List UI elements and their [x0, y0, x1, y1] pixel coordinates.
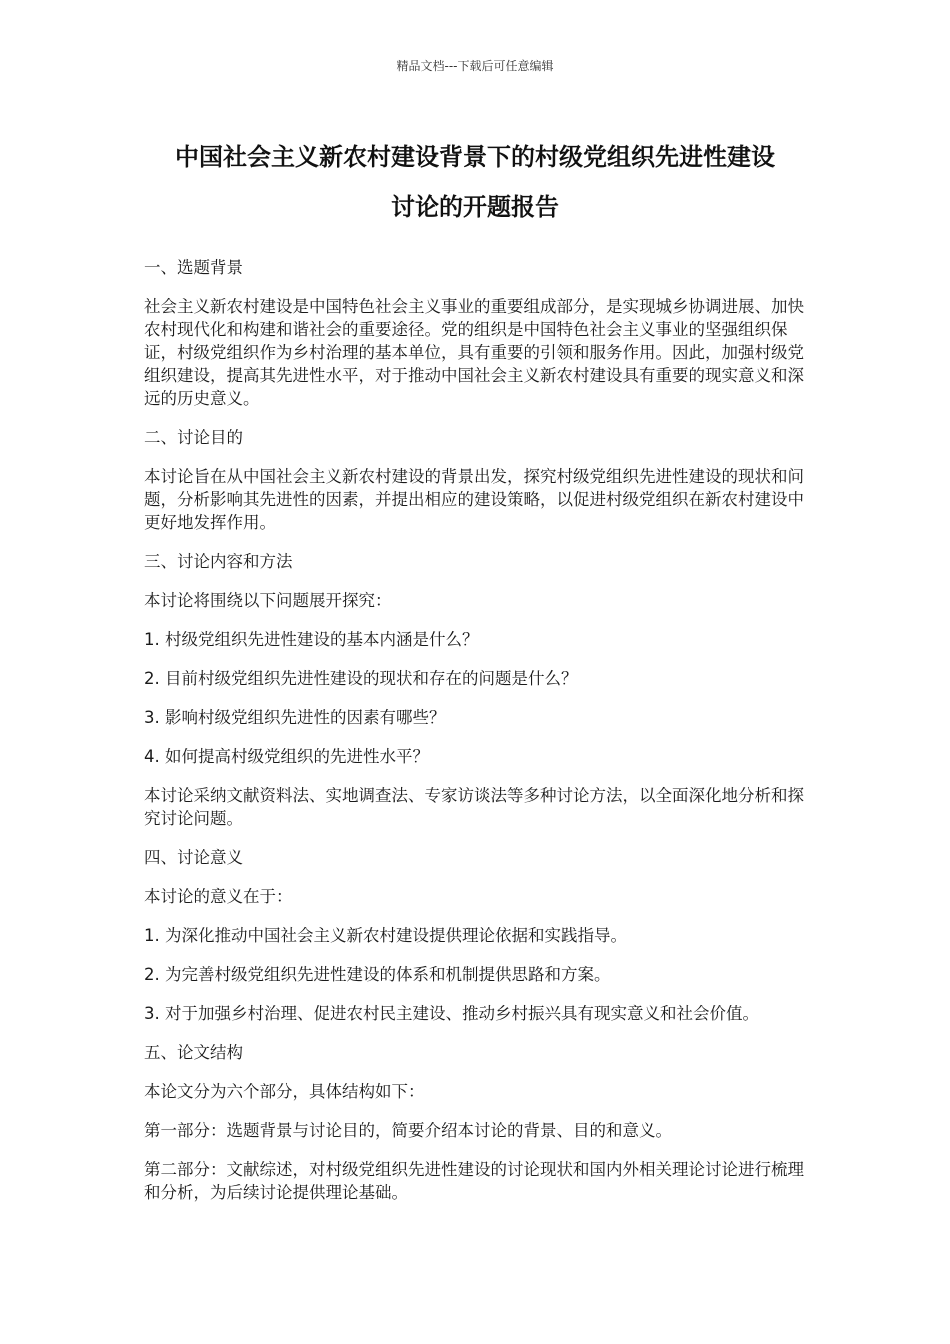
list-item-question-1: 1. 村级党组织先进性建设的基本内涵是什么？ [144, 630, 479, 649]
document-title-line-1: 中国社会主义新农村建设背景下的村级党组织先进性建设 [175, 143, 775, 171]
paragraph-structure-part-2: 第二部分：文献综述，对村级党组织先进性建设的讨论现状和国内外相关理论讨论进行梳理和分析，为后续讨论提供理论基础。 [144, 1160, 804, 1202]
paragraph-background: 社会主义新农村建设是中国特色社会主义事业的重要组成部分，是实现城乡协调进展、加快农村现代化和构建和谐社会的重要途径。党的组织是中国特色社会主义事业的坚强组织保证，村级党组织作为乡村治理的基本单位，具有重要的引领和服务作用。因此，加强村级党组织建设，提高其先进性水平，对于推动中国社会主义新农村建设具有重要的现实意义和深远的历史意义。 [144, 297, 804, 408]
list-item-question-2: 2. 目前村级党组织先进性建设的现状和存在的问题是什么？ [144, 669, 578, 688]
paragraph-structure-part-1: 第一部分：选题背景与讨论目的，简要介绍本讨论的背景、目的和意义。 [144, 1121, 672, 1140]
section-heading-background: 一、选题背景 [144, 258, 243, 277]
list-item-significance-2: 2. 为完善村级党组织先进性建设的体系和机制提供思路和方案。 [144, 965, 611, 984]
document-title [120, 132, 830, 232]
section-heading-purpose: 二、讨论目的 [144, 428, 243, 447]
section-heading-structure: 五、论文结构 [144, 1043, 243, 1062]
section-heading-significance: 四、讨论意义 [144, 848, 243, 867]
document-body [144, 256, 804, 1220]
section-heading-content-method: 三、讨论内容和方法 [144, 552, 293, 571]
paragraph-significance-intro: 本讨论的意义在于： [144, 887, 293, 906]
paragraph-content-intro: 本讨论将围绕以下问题展开探究： [144, 591, 392, 610]
paragraph-structure-intro: 本论文分为六个部分，具体结构如下： [144, 1082, 425, 1101]
list-item-significance-3: 3. 对于加强乡村治理、促进农村民主建设、推动乡村振兴具有现实意义和社会价值。 [144, 1004, 759, 1023]
paragraph-method: 本讨论采纳文献资料法、实地调查法、专家访谈法等多种讨论方法，以全面深化地分析和探究讨论问题。 [144, 786, 804, 828]
list-item-question-3: 3. 影响村级党组织先进性的因素有哪些？ [144, 708, 446, 727]
document-title-line-2: 讨论的开题报告 [391, 193, 559, 221]
page-header-note: 精品文档---下载后可任意编辑 [396, 59, 554, 73]
paragraph-purpose: 本讨论旨在从中国社会主义新农村建设的背景出发，探究村级党组织先进性建设的现状和问题，分析影响其先进性的因素，并提出相应的建设策略，以促进村级党组织在新农村建设中更好地发挥作用。 [144, 467, 804, 532]
list-item-significance-1: 1. 为深化推动中国社会主义新农村建设提供理论依据和实践指导。 [144, 926, 627, 945]
list-item-question-4: 4. 如何提高村级党组织的先进性水平？ [144, 747, 429, 766]
